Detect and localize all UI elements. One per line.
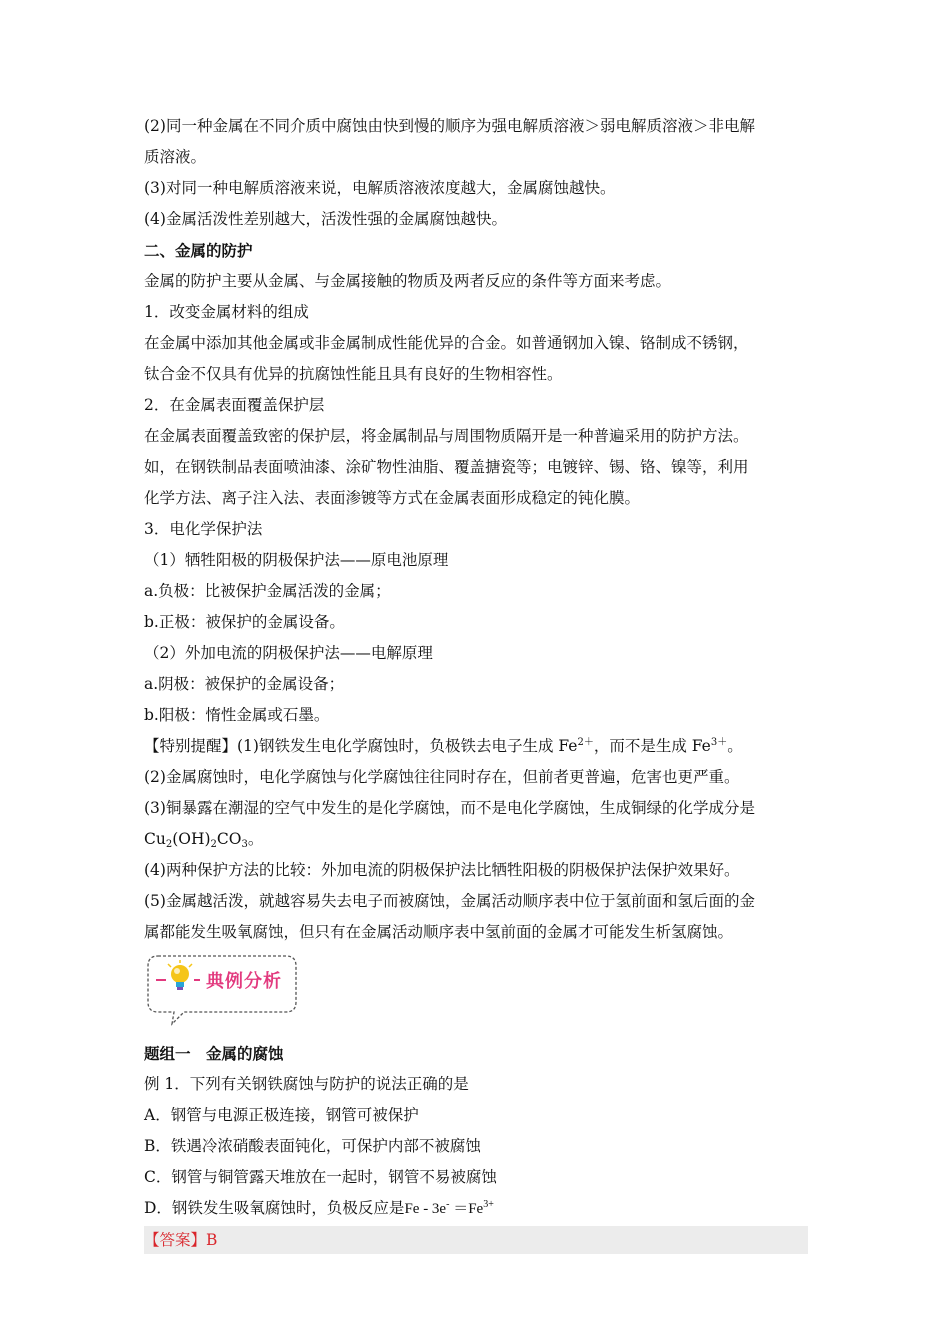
formula-part-1: Fe - 3e: [404, 1201, 447, 1217]
fe3-ion-charge: 3+: [483, 1199, 494, 1210]
formula-cu: Cu: [144, 830, 166, 848]
corrosion-rule-4: (4)金属活泼性差别越大，活泼性强的金属腐蚀越快。: [144, 210, 507, 228]
reminder-3: (3)铜暴露在潮湿的空气中发生的是化学腐蚀，而不是电化学腐蚀，生成铜绿的化学成分是: [144, 799, 755, 817]
fe3-charge: 3＋: [710, 737, 728, 748]
section-heading-protection: 二、金属的防护: [144, 241, 253, 260]
method-3-sub-2b: b.阳极：惰性金属或石墨。: [144, 706, 330, 724]
method-3-sub-1b: b.正极：被保护的金属设备。: [144, 613, 345, 631]
reminder-5-cont: 属都能发生吸氧腐蚀，但只有在金属活动顺序表中氢前面的金属才可能发生析氢腐蚀。: [144, 923, 734, 941]
option-d-text: D．钢铁发生吸氧腐蚀时，负极反应是: [144, 1199, 405, 1217]
example-analysis-badge: [144, 950, 808, 1028]
method-1-title: 1．改变金属材料的组成: [144, 303, 309, 321]
option-d-formula: [404, 1201, 493, 1217]
option-b: B．铁遇冷浓硝酸表面钝化，可保护内部不被腐蚀: [144, 1137, 481, 1155]
method-2-title: 2．在金属表面覆盖保护层: [144, 396, 325, 414]
document-page: [144, 111, 808, 1254]
method-3-title: 3．电化学保护法: [144, 520, 263, 538]
answer-bar: [144, 1226, 808, 1254]
reminder-5: (5)金属越活泼，就越容易失去电子而被腐蚀，金属活动顺序表中位于氢前面和氢后面的金: [144, 892, 755, 910]
method-3-sub-1a: a.负极：比被保护金属活泼的金属；: [144, 582, 391, 600]
reminder-1-end: 。: [727, 737, 743, 755]
option-a: A．钢管与电源正极连接，钢管可被保护: [144, 1106, 419, 1124]
method-2-text-cont2: 化学方法、离子注入法、表面渗镀等方式在金属表面形成稳定的钝化膜。: [144, 489, 641, 507]
answer-label: 【答案】: [144, 1231, 207, 1249]
formula-end: 。: [247, 830, 264, 848]
reminder-4: (4)两种保护方法的比较：外加电流的阴极保护法比牺牲阳极的阴极保护法保护效果好。: [144, 861, 740, 879]
question-group-title: 题组一 金属的腐蚀: [144, 1044, 284, 1063]
protection-intro: 金属的防护主要从金属、与金属接触的物质及两者反应的条件等方面来考虑。: [144, 272, 672, 290]
formula-co: CO: [216, 830, 242, 848]
badge-label: 典例分析: [206, 971, 282, 992]
formula-sub-3: 3: [241, 839, 248, 850]
example-question: 例 1．下列有关钢铁腐蚀与防护的说法正确的是: [144, 1075, 469, 1093]
corrosion-rule-2: (2)同一种金属在不同介质中腐蚀由快到慢的顺序为强电解质溶液＞弱电解质溶液＞非电解: [144, 117, 755, 135]
formula-oh: (OH): [172, 830, 211, 848]
method-3-sub-2a: a.阴极：被保护的金属设备；: [144, 675, 345, 693]
answer-value: B: [206, 1231, 218, 1249]
fe2-charge: 2＋: [577, 737, 594, 748]
formula-part-2: ＝Fe: [453, 1201, 484, 1217]
reminder-1-text: 【特别提醒】(1)钢铁发生电化学腐蚀时，负极铁去电子生成 Fe: [144, 737, 578, 755]
method-1-text-cont: 钛合金不仅具有优异的抗腐蚀性能且具有良好的生物相容性。: [144, 365, 563, 383]
method-3-sub-1: （1）牺牲阳极的阴极保护法——原电池原理: [144, 551, 449, 569]
option-d: [144, 1193, 808, 1224]
formula-sub-1: 2: [165, 839, 173, 850]
method-2-text-cont: 如，在钢铁制品表面喷油漆、涂矿物性油脂、覆盖搪瓷等；电镀锌、锡、铬、镍等，利用: [144, 458, 749, 476]
corrosion-rule-2-cont: 质溶液。: [144, 148, 207, 166]
reminder-1: [144, 731, 808, 762]
lightbulb-icon: [168, 960, 192, 990]
method-2-text: 在金属表面覆盖致密的保护层，将金属制品与周围物质隔开是一种普遍采用的防护方法。: [144, 427, 749, 445]
formula-sub-2: 2: [210, 839, 217, 850]
corrosion-rule-3: (3)对同一种电解质溶液来说，电解质溶液浓度越大，金属腐蚀越快。: [144, 179, 616, 197]
reminder-1-mid: ，而不是生成 Fe: [593, 737, 711, 755]
reminder-3-formula: [144, 824, 808, 855]
electron-charge: -: [446, 1199, 450, 1210]
method-1-text: 在金属中添加其他金属或非金属制成性能优异的合金。如普通钢加入镍、铬制成不锈钢，: [144, 334, 749, 352]
option-c: C．钢管与铜管露天堆放在一起时，钢管不易被腐蚀: [144, 1168, 497, 1186]
reminder-2: (2)金属腐蚀时，电化学腐蚀与化学腐蚀往往同时存在，但前者更普遍，危害也更严重。: [144, 768, 740, 786]
method-3-sub-2: （2）外加电流的阴极保护法——电解原理: [144, 644, 433, 662]
